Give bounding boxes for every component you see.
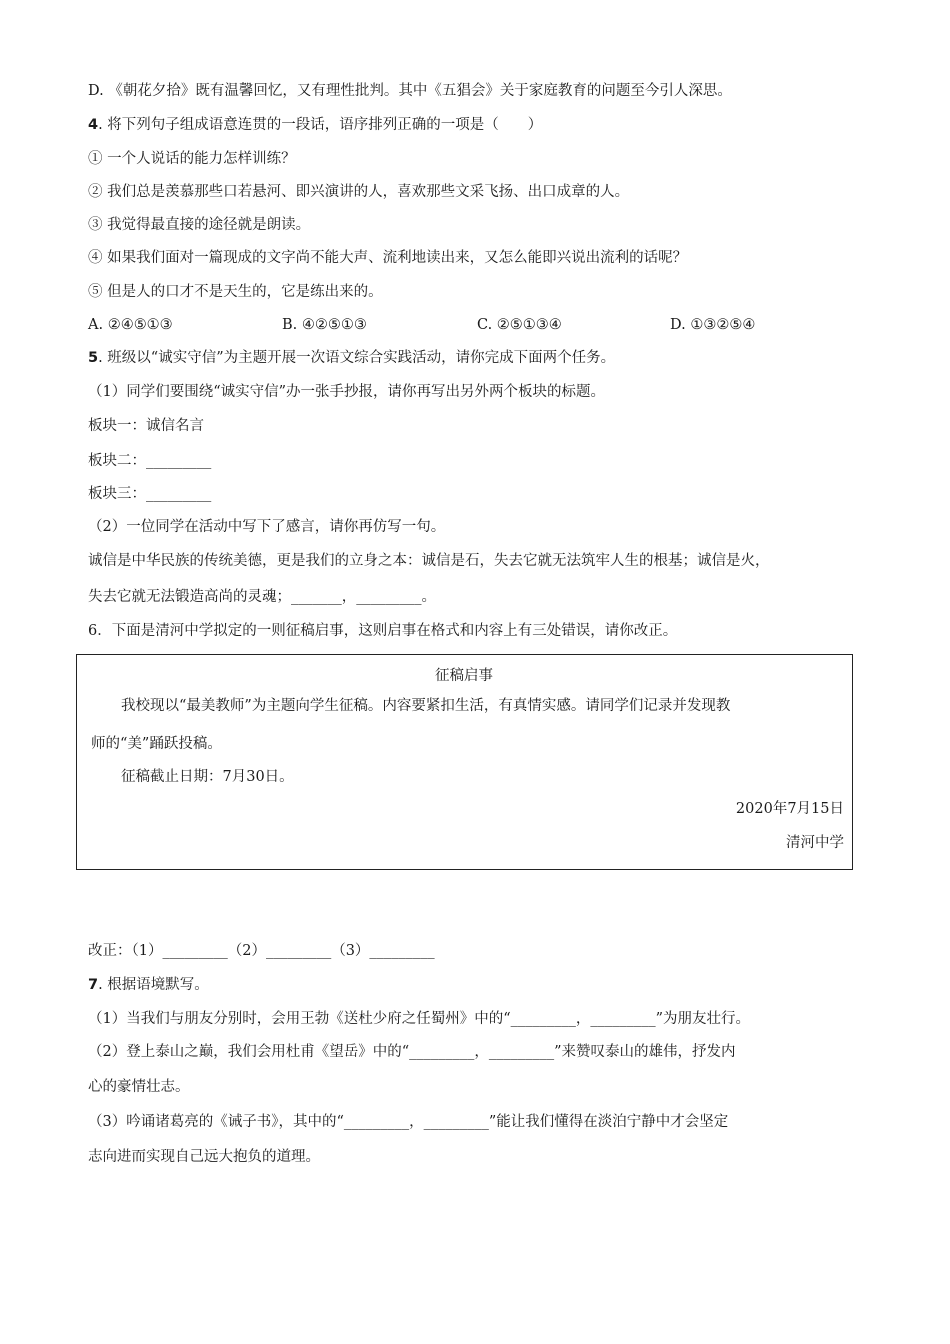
q3-option-d: D. 《朝花夕拾》既有温馨回忆，又有理性批判。其中《五猖会》关于家庭教育的问题至今引人深思。 [88,83,732,99]
notice-date: 2020年7月15日 [735,801,844,817]
q7-number: 7 [88,977,99,993]
q4-option-b: B. ④②⑤①③ [282,317,367,333]
q6-answer-line: 改正：（1）_________（2）_________（3）_________ [88,943,435,959]
q4-stem-text: . 将下列句子组成语意连贯的一段话，语序排列正确的一项是（ ） [98,117,543,133]
notice-body-line-1: 我校现以“最美教师”为主题向学生征稿。内容要紧扣生活，有真情实感。请同学们记录并发现教 [121,698,731,714]
q5-block-1: 板块一：诚信名言 [88,418,204,434]
q7-item-2-line-1: （2）登上泰山之巅，我们会用杜甫《望岳》中的“_________，_________”来赞叹泰山的雄伟，抒发内 [88,1044,736,1060]
q4-number: 4 [88,117,99,133]
q5-sentence-line-1: 诚信是中华民族的传统美德，更是我们的立身之本：诚信是石，失去它就无法筑牢人生的根基；诚信是火， [88,553,770,569]
q5-task-1: （1）同学们要围绕“诚实守信”办一张手抄报，请你再写出另外两个板块的标题。 [88,384,606,400]
q7-item-2-line-2: 心的豪情壮志。 [88,1079,190,1095]
q5-stem [88,347,615,369]
q4-option-a: A. ②④⑤①③ [88,317,173,333]
q4-stem [88,114,542,136]
q7-item-3-line-1: （3）吟诵诸葛亮的《诫子书》，其中的“_________，_________”能让我们懂得在淡泊宁静中才会坚定 [88,1114,729,1130]
q4-sentence-5: ⑤ 但是人的口才不是天生的，它是练出来的。 [88,284,383,300]
q5-block-3: 板块三：_________ [88,486,212,502]
q6-stem: 6．下面是清河中学拟定的一则征稿启事，这则启事在格式和内容上有三处错误，请你改正。 [88,623,678,639]
q5-stem-text: . 班级以“诚实守信”为主题开展一次语文综合实践活动，请你完成下面两个任务。 [98,350,616,366]
q5-number: 5 [88,350,99,366]
q4-sentence-2: ② 我们总是羡慕那些口若悬河、即兴演讲的人，喜欢那些文采飞扬、出口成章的人。 [88,184,630,200]
q4-option-c: C. ②⑤①③④ [477,317,562,333]
q5-block-2: 板块二：_________ [88,453,212,469]
q7-stem-text: . 根据语境默写。 [98,977,209,993]
q4-sentence-4: ④ 如果我们面对一篇现成的文字尚不能大声、流利地读出来，又怎么能即兴说出流利的话呢？ [88,250,688,266]
notice-title: 征稿启事 [435,668,493,684]
notice-body-line-2: 师的“美”踊跃投稿。 [91,736,222,752]
q4-option-d: D. ①③②⑤④ [670,317,756,333]
q7-stem [88,974,209,996]
q5-task-2: （2）一位同学在活动中写下了感言，请你再仿写一句。 [88,519,446,535]
q7-item-1: （1）当我们与朋友分别时，会用王勃《送杜少府之任蜀州》中的“_________，_________”为朋友壮行。 [88,1011,751,1027]
notice-box [76,654,853,870]
notice-school: 清河中学 [786,835,844,851]
q4-sentence-1: ① 一个人说话的能力怎样训练？ [88,151,296,167]
notice-deadline: 征稿截止日期：7月30日。 [121,769,294,785]
q5-sentence-line-2: 失去它就无法锻造高尚的灵魂；_______，_________。 [88,589,436,605]
q4-sentence-3: ③ 我觉得最直接的途径就是朗读。 [88,217,311,233]
q7-item-3-line-2: 志向进而实现自己远大抱负的道理。 [88,1149,320,1165]
